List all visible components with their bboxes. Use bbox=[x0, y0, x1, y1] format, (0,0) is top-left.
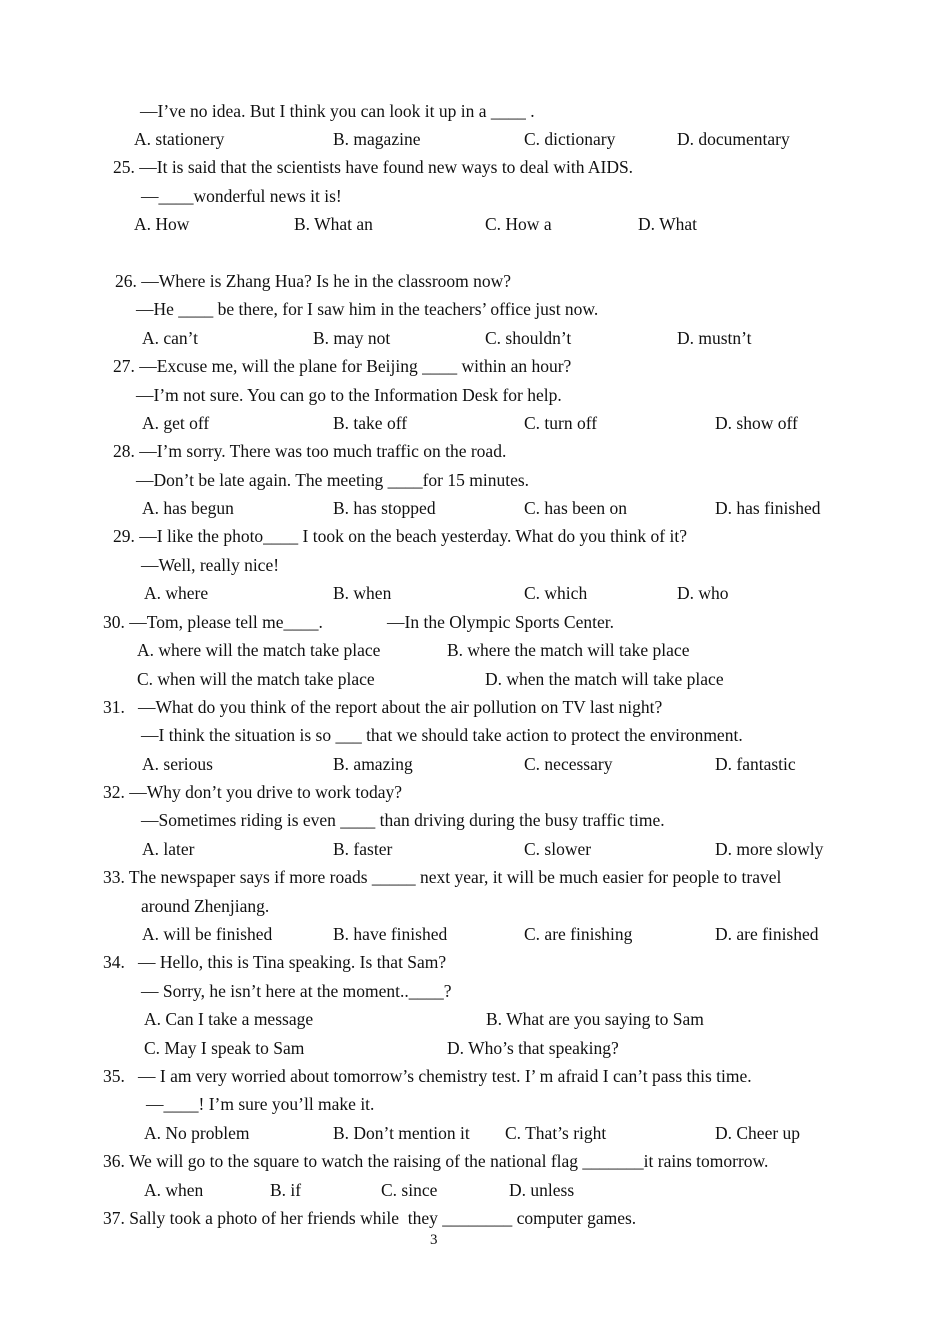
q25-option-d: D. What bbox=[638, 214, 697, 234]
q26-option-b: B. may not bbox=[313, 328, 391, 348]
q25-option-a: A. How bbox=[134, 214, 190, 234]
q28-option-d: D. has finished bbox=[715, 498, 821, 518]
q32-line-1: 32. —Why don’t you drive to work today? bbox=[103, 782, 403, 802]
q30-option-a: A. where will the match take place bbox=[137, 640, 381, 660]
q31-option-d: D. fantastic bbox=[715, 754, 796, 774]
q29-option-b: B. when bbox=[333, 583, 392, 603]
page-number: 3 bbox=[430, 1232, 438, 1248]
q32-option-c: C. slower bbox=[524, 839, 592, 859]
q27-option-d: D. show off bbox=[715, 413, 798, 433]
q24-option-a: A. stationery bbox=[134, 129, 225, 149]
q31-line-2: —I think the situation is so ___ that we should take action to protect the environment. bbox=[141, 725, 743, 745]
q31-option-b: B. amazing bbox=[333, 754, 413, 774]
q32-option-a: A. later bbox=[142, 839, 195, 859]
q26-line-1: 26. —Where is Zhang Hua? Is he in the classroom now? bbox=[115, 271, 512, 291]
q29-option-c: C. which bbox=[524, 583, 588, 603]
q36-option-a: A. when bbox=[144, 1180, 204, 1200]
q30-option-d: D. when the match will take place bbox=[485, 669, 724, 689]
q27-option-b: B. take off bbox=[333, 413, 408, 433]
q32-option-b: B. faster bbox=[333, 839, 393, 859]
q35-option-b: B. Don’t mention it bbox=[333, 1123, 470, 1143]
q24-option-c: C. dictionary bbox=[524, 129, 616, 149]
q35-option-d: D. Cheer up bbox=[715, 1123, 801, 1143]
q28-line-2: —Don’t be late again. The meeting ____for 15 minutes. bbox=[136, 470, 530, 490]
q25-option-c: C. How a bbox=[485, 214, 552, 234]
q29-line-2: —Well, really nice! bbox=[141, 555, 280, 575]
q29-line-1: 29. —I like the photo____ I took on the beach yesterday. What do you think of it? bbox=[113, 526, 687, 546]
q33-option-d: D. are finished bbox=[715, 924, 819, 944]
q33-option-b: B. have finished bbox=[333, 924, 448, 944]
q33-option-a: A. will be finished bbox=[142, 924, 273, 944]
q37-line-1: 37. Sally took a photo of her friends while they ________ computer games. bbox=[103, 1208, 637, 1228]
q30-option-c: C. when will the match take place bbox=[137, 669, 375, 689]
q25-line-1: 25. —It is said that the scientists have found new ways to deal with AIDS. bbox=[113, 157, 634, 177]
q35-line-2: —____! I’m sure you’ll make it. bbox=[146, 1094, 375, 1114]
q24-option-d: D. documentary bbox=[677, 129, 790, 149]
q36-option-b: B. if bbox=[270, 1180, 302, 1200]
q31-line-1: 31. —What do you think of the report about the air pollution on TV last night? bbox=[103, 697, 663, 717]
q27-option-c: C. turn off bbox=[524, 413, 598, 433]
q35-line-1: 35. — I am very worried about tomorrow’s chemistry test. I’ m afraid I can’t pass this time. bbox=[103, 1066, 752, 1086]
q25-option-b: B. What an bbox=[294, 214, 373, 234]
q32-option-d: D. more slowly bbox=[715, 839, 824, 859]
q34-line-1: 34. — Hello, this is Tina speaking. Is that Sam? bbox=[103, 952, 447, 972]
q31-option-a: A. serious bbox=[142, 754, 213, 774]
q34-line-2: — Sorry, he isn’t here at the moment..____? bbox=[141, 981, 452, 1001]
q34-option-a: A. Can I take a message bbox=[144, 1009, 314, 1029]
q32-line-2: —Sometimes riding is even ____ than driving during the busy traffic time. bbox=[141, 810, 665, 830]
q28-option-a: A. has begun bbox=[142, 498, 234, 518]
q27-line-1: 27. —Excuse me, will the plane for Beijing ____ within an hour? bbox=[113, 356, 572, 376]
q35-option-a: A. No problem bbox=[144, 1123, 250, 1143]
q26-option-c: C. shouldn’t bbox=[485, 328, 572, 348]
q36-line-1: 36. We will go to the square to watch the raising of the national flag _______it rains tomorrow. bbox=[103, 1151, 769, 1171]
q33-line-2: around Zhenjiang. bbox=[141, 896, 270, 916]
q28-option-b: B. has stopped bbox=[333, 498, 436, 518]
q25-line-2: —____wonderful news it is! bbox=[141, 186, 342, 206]
q26-option-a: A. can’t bbox=[142, 328, 199, 348]
q29-option-d: D. who bbox=[677, 583, 729, 603]
q24-option-b: B. magazine bbox=[333, 129, 421, 149]
q34-option-c: C. May I speak to Sam bbox=[144, 1038, 305, 1058]
q29-option-a: A. where bbox=[144, 583, 209, 603]
q35-option-c: C. That’s right bbox=[505, 1123, 607, 1143]
q34-option-b: B. What are you saying to Sam bbox=[486, 1009, 704, 1029]
q30-option-b: B. where the match will take place bbox=[447, 640, 690, 660]
q27-line-2: —I’m not sure. You can go to the Information Desk for help. bbox=[136, 385, 562, 405]
q33-option-c: C. are finishing bbox=[524, 924, 633, 944]
q36-option-d: D. unless bbox=[509, 1180, 575, 1200]
q26-line-2: —He ____ be there, for I saw him in the teachers’ office just now. bbox=[136, 299, 599, 319]
q28-line-1: 28. —I’m sorry. There was too much traffic on the road. bbox=[113, 441, 507, 461]
q24-line: —I’ve no idea. But I think you can look it up in a ____ . bbox=[140, 101, 535, 121]
q34-option-d: D. Who’s that speaking? bbox=[447, 1038, 619, 1058]
q30-line-1: 30. —Tom, please tell me____. bbox=[103, 612, 323, 632]
q33-line-1: 33. The newspaper says if more roads _____ next year, it will be much easier for people to travel bbox=[103, 867, 782, 887]
q36-option-c: C. since bbox=[381, 1180, 438, 1200]
q31-option-c: C. necessary bbox=[524, 754, 613, 774]
q30-answer: —In the Olympic Sports Center. bbox=[387, 612, 614, 632]
q28-option-c: C. has been on bbox=[524, 498, 628, 518]
q27-option-a: A. get off bbox=[142, 413, 210, 433]
q26-option-d: D. mustn’t bbox=[677, 328, 752, 348]
